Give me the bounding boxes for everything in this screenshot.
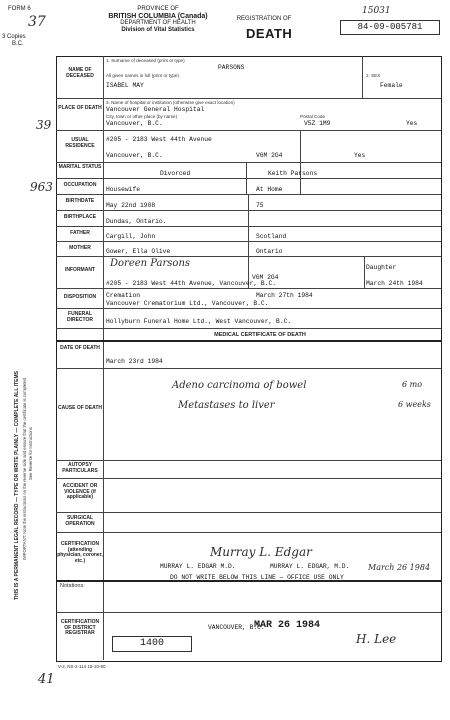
section-surgical: SURGICAL OPERATION <box>65 515 95 527</box>
province-label: PROVINCE OF <box>137 6 179 12</box>
disposition-value: Cremation <box>106 292 141 299</box>
crematorium-value: Vancouver Crematorium Ltd., Vancouver, B.C. <box>106 300 269 307</box>
disposition-date: March 27th 1984 <box>256 292 313 299</box>
registration-number: 84-09-005781 <box>340 20 440 35</box>
registrar-stamp-city: VANCOUVER, B.C. <box>208 624 265 631</box>
district-number: 1400 <box>112 636 192 652</box>
section-occupation: OCCUPATION <box>63 182 97 188</box>
province-name: BRITISH COLUMBIA (Canada) <box>108 13 208 20</box>
form-number: FORM 6 <box>8 6 31 12</box>
cause-a-interval: 6 mo <box>402 380 423 389</box>
cause-b: Metastases to liver <box>178 400 275 411</box>
place-of-death-postal: V5Z 1M9 <box>304 120 331 127</box>
informant-postal: V6M 2G4 <box>252 274 279 281</box>
division: Division of Vital Statistics <box>121 27 195 33</box>
residence-city: Vancouver, B.C. <box>106 152 163 159</box>
residence-postal: V6M 2G4 <box>256 152 283 159</box>
birthplace-value: Dundas, Ontario. <box>106 218 167 225</box>
informant-signature: Doreen Parsons <box>110 258 191 269</box>
funeral-home-value: Hollyburn Funeral Home Ltd., West Vancouver, B.C. <box>106 318 292 325</box>
physician-signature: Murray L. Edgar <box>210 545 312 559</box>
informant-relation: Daughter <box>366 264 397 271</box>
form-title: DEATH <box>246 26 293 41</box>
residence-within: Yes <box>354 152 366 159</box>
physician-name: MURRAY L. EDGAR M.D. <box>160 563 236 570</box>
section-father: FATHER <box>70 230 90 236</box>
bottom-form-code: V-2, NS-2-114 15-10-80 <box>58 664 106 669</box>
notations-label: Notations: <box>60 583 85 589</box>
mother-value: Gower, Ella Olive <box>106 248 171 255</box>
copies-label: 3 Copies <box>2 34 26 40</box>
stamp-number: 15031 <box>362 6 391 16</box>
margin-note-b: 39 <box>36 118 52 132</box>
section-date-of-death: DATE OF DEATH <box>60 345 100 351</box>
physician-name-stamp: MURRAY L. EDGAR, M.D. <box>270 563 350 570</box>
registrar-stamp-date: MAR 26 1984 <box>254 620 321 631</box>
medical-certificate-header: MEDICAL CERTIFICATE OF DEATH <box>214 332 306 338</box>
father-birthplace: Scotland <box>256 233 287 240</box>
section-accident: ACCIDENT OR VIOLENCE (if applicable) <box>62 483 98 500</box>
residence-address: #205 - 2183 West 44th Avenue <box>106 136 212 143</box>
section-autopsy: AUTOPSY PARTICULARS <box>62 462 98 474</box>
death-date-value: March 23rd 1984 <box>106 358 163 365</box>
side-reverse-note: See Reverse for Instructions <box>28 427 33 480</box>
do-not-write-banner: DO NOT WRITE BELOW THIS LINE — OFFICE USE ONLY <box>170 574 344 581</box>
section-name-of-deceased: NAME OF DECEASED <box>66 67 94 79</box>
section-informant: INFORMANT <box>65 267 95 273</box>
informant-date: March 24th 1984 <box>366 280 423 287</box>
registration-of-label: REGISTRATION OF <box>236 16 292 22</box>
margin-note-c: 963 <box>30 180 53 194</box>
side-instructions: IMPORTANT: Note the instructions on the reverse side and ensure that the certificate is completed <box>22 377 27 560</box>
sex-value: Female <box>380 82 403 89</box>
spouse-value: Keith Parsons <box>268 170 318 177</box>
registrar-signature: H. Lee <box>356 632 397 646</box>
certification-date: March 26 1984 <box>368 563 431 572</box>
place-of-death-city: Vancouver, B.C. <box>106 120 163 127</box>
section-birthdate: BIRTHDATE <box>65 198 95 204</box>
section-marital-status: MARITAL STATUS <box>58 164 102 170</box>
margin-note-d: 41 <box>38 672 55 687</box>
father-value: Cargill, John <box>106 233 156 240</box>
informant-address: #205 - 2183 West 44th Avenue, Vancouver, B.C. <box>106 280 277 287</box>
side-legal-text: THIS IS A PERMANENT LEGAL RECORD — TYPE OR WRITE PLAINLY — COMPLETE ALL ITEMS <box>14 371 20 600</box>
place-of-death-within: Yes <box>406 120 418 127</box>
hospital-value: Vancouver General Hospital <box>106 106 205 113</box>
section-disposition: DISPOSITION <box>63 294 97 300</box>
surname-value: PARSONS <box>218 64 245 71</box>
marital-value: Divorced <box>160 170 191 177</box>
industry-value: At Home <box>256 186 283 193</box>
age-value: 75 <box>256 202 264 209</box>
copies-place: B.C. <box>12 41 24 47</box>
given-names-value: ISABEL MAY <box>106 82 144 89</box>
cause-b-interval: 6 weeks <box>398 400 431 409</box>
margin-note-a: 37 <box>28 14 46 30</box>
section-place-of-death: PLACE OF DEATH <box>58 105 102 111</box>
mother-birthplace: Ontario <box>256 248 283 255</box>
section-usual-residence: USUAL RESIDENCE <box>65 137 95 149</box>
cause-a: Adeno carcinoma of bowel <box>172 380 307 391</box>
section-birthplace: BIRTHPLACE <box>63 214 97 220</box>
section-mother: MOTHER <box>69 245 91 251</box>
section-funeral-director: FUNERAL DIRECTOR <box>66 311 94 323</box>
department: DEPARTMENT OF HEALTH <box>120 20 196 26</box>
birth-date-value: May 22nd 1908 <box>106 202 156 209</box>
section-certification: CERTIFICATION (attending physician, coroner, etc.) <box>57 541 103 564</box>
section-district-registrar: CERTIFICATION OF DISTRICT REGISTRAR <box>60 619 100 636</box>
occupation-value: Housewife <box>106 186 141 193</box>
section-cause-of-death: CAUSE OF DEATH <box>57 405 103 411</box>
